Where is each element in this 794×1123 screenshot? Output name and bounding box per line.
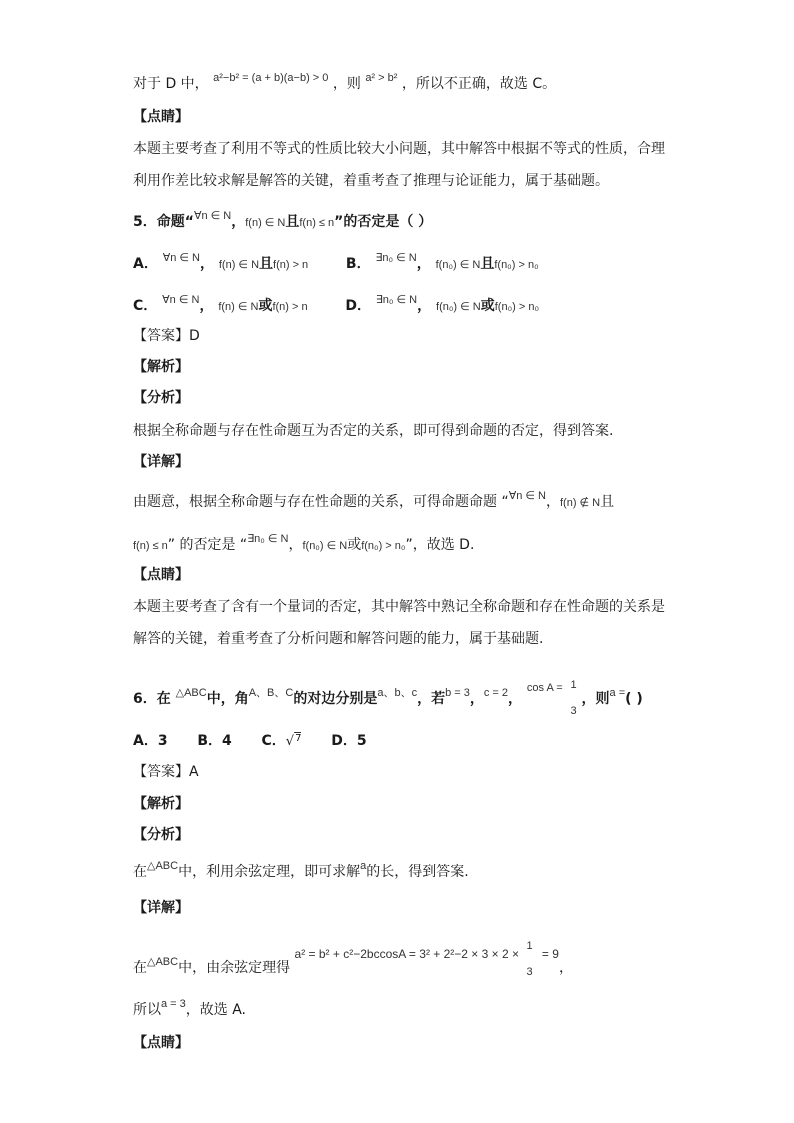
section-heading-dianjing: 【点睛】 <box>133 109 189 125</box>
option-d-label: D． <box>345 298 371 314</box>
analysis-5: 根据全称命题与存在性命题互为否定的关系，即可得到命题的否定，得到答案. <box>133 423 614 439</box>
question-6-stem <box>133 679 643 717</box>
equation-result: = 9 <box>541 947 559 961</box>
option-c: C． <box>261 733 286 749</box>
answer-5: 【答案】D <box>133 328 200 344</box>
text: ，故选 A. <box>185 1002 247 1018</box>
text: ， <box>417 298 432 314</box>
formula: a、b、c <box>377 687 418 699</box>
section-heading-dianjing: 【点睛】 <box>133 567 189 583</box>
options-row-ab <box>133 254 539 275</box>
detail-6-line2 <box>133 1000 246 1021</box>
paragraph-line: 本题主要考查了利用不等式的性质比较大小问题，其中解答中根据不等式的性质，合理 <box>133 141 665 157</box>
formula: f(n) > n <box>273 259 309 271</box>
formula: ∀n ∈ N <box>193 210 232 222</box>
detail-6-line1 <box>133 940 573 979</box>
formula: f(n) ≤ n <box>133 540 168 552</box>
formula: f(n) ≤ n <box>299 217 335 229</box>
text: 所以 <box>133 1002 161 1018</box>
text: 中，由余弦定理得 <box>178 960 291 976</box>
formula: f(n) ∈ N <box>218 301 259 313</box>
text: ”的否定是（ ） <box>334 214 433 230</box>
text: 且 <box>259 256 274 272</box>
fraction <box>523 940 537 978</box>
text: ， <box>558 960 573 976</box>
formula: f(n) ∈ N <box>218 259 260 271</box>
formula: ∃n₀ ∈ N <box>375 252 417 264</box>
formula: c = 2 <box>483 687 509 699</box>
section-heading-dianjing: 【点睛】 <box>133 1035 189 1051</box>
formula: f(n) ∈ N <box>245 217 286 229</box>
formula: ∃n₀ ∈ N <box>247 533 289 545</box>
formula: ∀n ∈ N <box>162 252 200 264</box>
paragraph-line: 利用作差比较求解是解答的关键，着重考查了推理与论证能力，属于基础题。 <box>133 173 609 189</box>
text: ， <box>200 256 214 272</box>
text: 在 <box>133 864 147 880</box>
formula: a²−b² = (a + b)(a−b) > 0 <box>213 72 329 84</box>
formula: f(n₀) > n₀ <box>494 259 539 271</box>
paragraph-line: 解答的关键，着重考查了分析问题和解答问题的能力，属于基础题. <box>133 631 544 647</box>
cosine-law-equation: a² = b² + c²−2bccosA = 3² + 2²−2 × 3 × 2 × <box>294 947 520 961</box>
text: ， <box>199 298 214 314</box>
text: ，则 <box>581 691 610 707</box>
formula: △ABC <box>147 860 179 872</box>
formula: △ABC <box>175 687 207 699</box>
text: ， <box>231 214 246 230</box>
option-b: B．4 <box>197 733 232 749</box>
text: ，若 <box>417 691 446 707</box>
section-heading-fenxi: 【分析】 <box>133 827 189 843</box>
section-heading-jiexi: 【解析】 <box>133 796 189 812</box>
text: 中，角 <box>206 691 249 707</box>
formula: ∃n₀ ∈ N <box>375 294 418 306</box>
formula: a = 3 <box>161 998 186 1010</box>
text: 对于 D 中， <box>133 76 209 92</box>
formula: f(n) > n <box>272 301 308 313</box>
solution-d-line <box>133 74 556 95</box>
text: 或 <box>347 537 362 553</box>
numerator: 1 <box>526 940 533 952</box>
formula: a² > b² <box>365 72 398 84</box>
formula: cos A = <box>526 682 563 694</box>
text: 中，利用余弦定理，即可求解 <box>178 864 361 880</box>
formula: ∀n ∈ N <box>508 490 546 502</box>
option-a-label: A． <box>133 256 158 272</box>
question-number: 5．命题“ <box>133 214 194 230</box>
formula: ∀n ∈ N <box>162 294 200 306</box>
formula: f(n₀) ∈ N <box>302 540 348 552</box>
text: ”，故选 D. <box>405 537 475 553</box>
numerator: 1 <box>570 679 577 691</box>
option-d: D．5 <box>331 733 367 749</box>
denominator: 3 <box>570 705 577 717</box>
paragraph-line: 本题主要考查了含有一个量词的否定，其中解答中熟记全称命题和存在性命题的关系是 <box>133 599 665 615</box>
text: ，所以不正确，故选 C。 <box>401 76 557 92</box>
formula: A、B、C <box>248 687 294 699</box>
question-number: 6．在 <box>133 691 171 707</box>
formula: f(n₀) > n₀ <box>361 540 406 552</box>
detail-5-line1 <box>133 492 614 513</box>
formula: f(n) ∉ N <box>559 497 601 509</box>
text: ， <box>508 691 523 707</box>
text: 由题意，根据全称命题与存在性命题的关系，可得命题命题 “ <box>133 494 509 510</box>
section-heading-xiangjie: 【详解】 <box>133 454 189 470</box>
text: 且 <box>600 494 615 510</box>
options-row-cd <box>133 296 539 317</box>
formula: f(n₀) ∈ N <box>436 301 481 313</box>
formula: b = 3 <box>445 687 470 699</box>
section-heading-jiexi: 【解析】 <box>133 359 189 375</box>
analysis-6 <box>133 862 469 883</box>
text: ， <box>416 256 431 272</box>
text: ，则 <box>332 76 361 92</box>
denominator: 3 <box>526 966 533 978</box>
text: ， <box>545 494 560 510</box>
text: 且 <box>480 256 495 272</box>
question-6-options <box>133 731 367 753</box>
text: 的长，得到答案. <box>366 864 469 880</box>
formula: f(n₀) > n₀ <box>494 301 540 313</box>
text: 或 <box>258 298 273 314</box>
option-a: A．3 <box>133 733 168 749</box>
text: ( ) <box>625 691 643 707</box>
option-b-label: B． <box>345 256 371 272</box>
text: 且 <box>285 214 300 230</box>
formula: a = <box>609 687 626 699</box>
text: ， <box>288 537 303 553</box>
fraction <box>568 679 582 717</box>
text: ， <box>469 691 484 707</box>
text: 在 <box>133 960 147 976</box>
text: ” 的否定是 “ <box>167 537 248 553</box>
formula: △ABC <box>147 956 179 968</box>
question-5-stem <box>133 212 432 233</box>
detail-5-line2 <box>133 535 474 556</box>
option-c-label: C． <box>133 298 158 314</box>
formula: a <box>360 860 367 872</box>
radicand: 7 <box>295 733 302 744</box>
text: 或 <box>480 298 495 314</box>
answer-6: 【答案】A <box>133 764 199 780</box>
formula: f(n₀) ∈ N <box>435 259 481 271</box>
section-heading-xiangjie: 【详解】 <box>133 900 189 916</box>
text: 的对边分别是 <box>293 691 378 707</box>
sqrt-seven: √$^7$ <box>285 733 302 749</box>
section-heading-fenxi: 【分析】 <box>133 390 189 406</box>
